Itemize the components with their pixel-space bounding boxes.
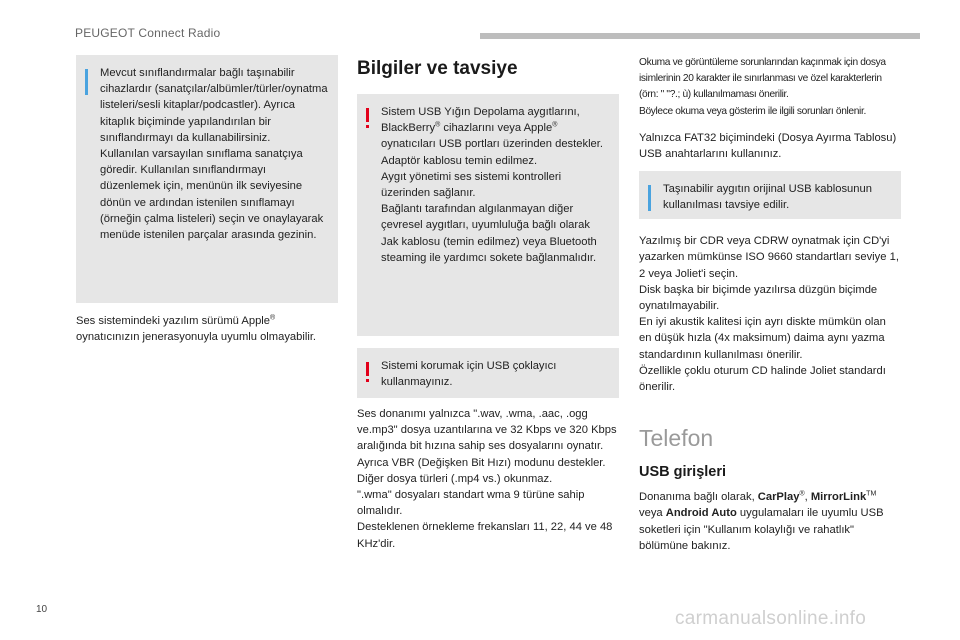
header-title: PEUGEOT Connect Radio <box>75 26 221 40</box>
apple-compat-note <box>76 313 338 345</box>
carplay-label: CarPlay <box>757 491 800 504</box>
mirrorlink-label: MirrorLink <box>810 491 867 504</box>
watermark: carmanualsonline.info <box>675 608 867 629</box>
warning-box-hub <box>357 348 619 398</box>
column-middle <box>357 55 619 552</box>
usb-apps-text: Donanıma bağlı olarak, CarPlay®, MirrorLink™ veya Android Auto uygulamaları ile uyumlu USB soketleri için "Kullanım kolaylığı ve rahatlık" bölümüne bakınız. <box>639 490 884 552</box>
warning-box-usb <box>357 94 619 336</box>
info-icon <box>85 69 88 95</box>
warning-box-hub-text: Sistemi korumak için USB çoklayıcı kullanmayınız. <box>381 360 557 389</box>
page-number: 10 <box>36 604 48 615</box>
apple-note-text: Ses sistemindeki yazılım sürümü Apple <box>76 315 270 327</box>
info-box-classification <box>76 55 338 303</box>
sub-heading-usb: USB girişleri <box>639 464 727 481</box>
apple-note-text-end: oynatıcınızın jenerasyonuyla uyumlu olmayabilir. <box>76 331 317 344</box>
section-heading-info: Bilgiler ve tavsiye <box>357 58 518 79</box>
info-box-cable <box>639 171 901 219</box>
fat32-note: Yalnızca FAT32 biçimindeki (Dosya Ayırma Tablosu) USB anahtarlarını kullanınız. <box>639 131 897 161</box>
warning-icon <box>366 108 369 122</box>
cd-writing-text: Yazılmış bir CDR veya CDRW oynatmak için CD'yi yazarken mümkünse ISO 9660 standartları seviye 1, 2 veya Joliet'i seçin. Disk başka bir biçimde yazılırsa düzgün biçimde oynatılmayabilir. En iyi akustik kalitesi için ayrı diskte mümkün olan en düşük hızla (4x maksimum) daima aynı yazma standardının kullanılması önerilir. Özellikle çoklu oturum CD halinde Joliet standardı önerilir. <box>639 235 899 394</box>
column-right <box>639 55 901 554</box>
column-left <box>76 55 338 345</box>
warning-icon <box>366 362 369 376</box>
info-box-cable-text: Taşınabilir aygıtın orijinal USB kablosunun kullanılması tavsiye edilir. <box>663 183 872 212</box>
info-box-text: Mevcut sınıflandırmalar bağlı taşınabilir cihazlardır (sanatçılar/albümler/türler/oynatma listeleri/sesli kitaplar/podcastler). Ayrıca kitaplık biçiminde yapılandırılan bir sınıflandırmayı da kullanabilirsiniz. Kullanılan varsayılan sınıflama sanatçıya göredir. Kullanılan sınıflandırmayı düzenlemek için, menünün ilk seviyesine dönün ve ardından istenilen sınıflamayı (örneğin çalma listeleri) seçin ve onaylayarak menüde istenilen parçalar arasında gezinin. <box>100 67 328 242</box>
android-auto-label: Android Auto <box>665 507 737 520</box>
registered-mark: ® <box>270 314 276 322</box>
header-bar <box>480 33 920 39</box>
audio-formats-text: Ses donanımı yalnızca ".wav, .wma, .aac, .ogg ve.mp3" dosya uzantılarına ve 32 Kbps ve 320 Kbps aralığında bit hızına sahip ses dosyalarını oynatır. Ayrıca VBR (Değişken Bit Hızı) modunu destekler. Diğer dosya türleri (.mp4 vs.) okunmaz. ".wma" dosyaları standart wma 9 türüne sahip olmalıdır. Desteklenen örnekleme frekansları 11, 22, 44 ve 48 KHz'dir. <box>357 408 617 550</box>
section-title-phone: Telefon <box>639 425 714 452</box>
info-icon <box>648 185 651 211</box>
warning-box-text: Sistem USB Yığın Depolama aygıtlarını, BlackBerry® cihazlarını veya Apple® oynatıcıları USB portları üzerinden destekler. Adaptör kablosu temin edilmez. Aygıt yönetimi ses sistemi kontrolleri üzerinden sağlanır. Bağlantı tarafından algılanmayan diğer çevresel aygıtları, uyumluluğa bağlı olarak Jak kablosu (temin edilmez) veya Bluetooth steaming ile yardımcı sokete bağlanmalıdır. <box>381 106 603 264</box>
filename-advice: Okuma ve görüntüleme sorunlarından kaçınmak için dosya isimlerinin 20 karakter ile sınırlanması ve özel karakterlerin (örn: " "?.; ù) kullanılmaması önerilir. Böylece okuma veya gösterim ile ilgili sorunları önlenir. <box>639 57 886 117</box>
